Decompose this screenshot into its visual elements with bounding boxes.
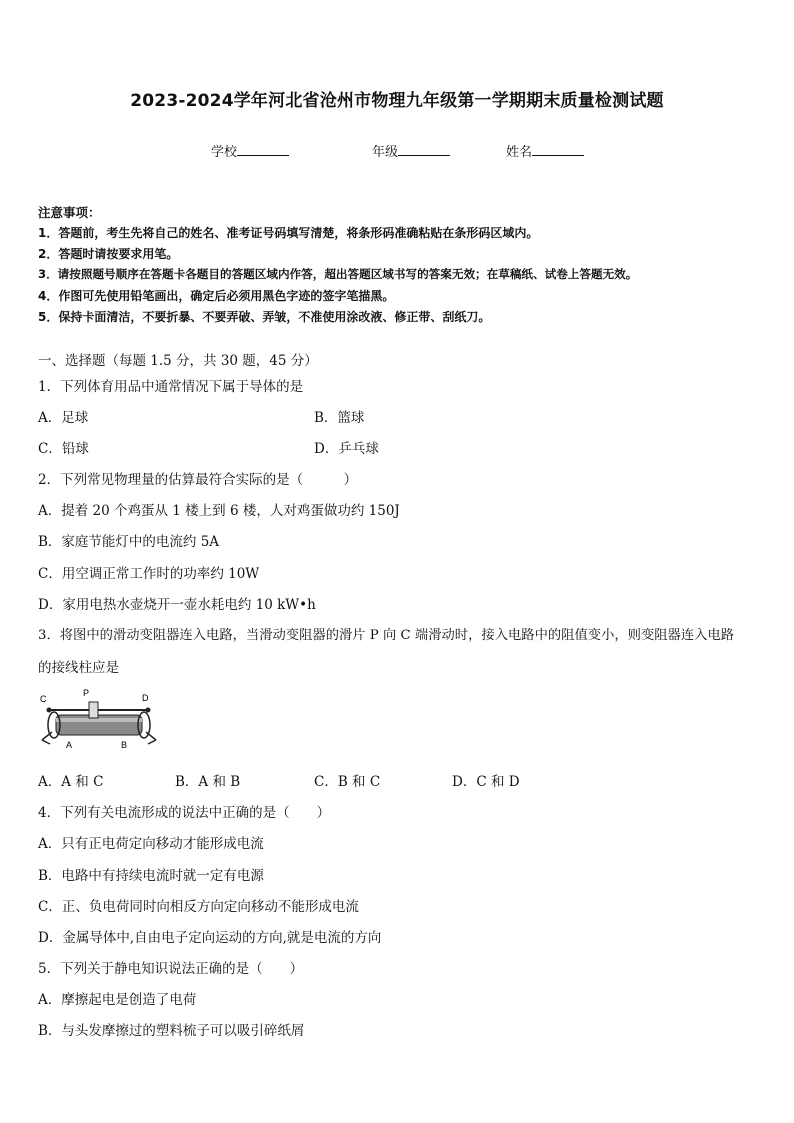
page-title: 2023-2024学年河北省沧州市物理九年级第一学期期末质量检测试题 [130,91,664,111]
q4-option-a: A．只有正电荷定向移动才能形成电流 [38,836,264,852]
name-field[interactable] [506,141,584,160]
question-3-stem: 3．将图中的滑动变阻器连入电路，当滑动变阻器的滑片 P 向 C 端滑动时，接入电路中的阻值变小，则变阻器连入电路 [38,628,735,643]
notice-item: 3．请按照题号顺序在答题卡各题目的答题区域内作答，超出答题区域书写的答案无效；在草稿纸、试卷上答题无效。 [38,267,638,281]
terminal-d-post [146,708,151,713]
q1-option-d: D．乒乓球 [314,441,379,457]
left-stand [42,732,52,744]
question-1-stem: 1．下列体育用品中通常情况下属于导体的是 [38,379,304,395]
q3-option-d: D．C 和 D [452,774,520,790]
grade-label: 年级 [372,145,399,160]
q3-option-c: C．B 和 C [314,774,381,790]
terminal-a-label: A [66,740,73,750]
q4-option-b: B．电路中有持续电流时就一定有电源 [38,868,264,884]
q4-option-c: C．正、负电荷同时向相反方向定向移动不能形成电流 [38,899,359,915]
q4-option-d: D．金属导体中,自由电子定向运动的方向,就是电流的方向 [38,930,382,946]
question-4-stem: 4．下列有关电流形成的说法中正确的是（ ） [38,805,331,821]
slider-p [89,702,98,718]
q2-option-d: D．家用电热水壶烧开一壶水耗电约 10 kW•h [38,597,316,613]
q3-option-a: A．A 和 C [38,774,104,790]
name-label: 姓名 [506,145,533,160]
notice-item: 2．答题时请按要求用笔。 [38,247,179,261]
notice-item: 5．保持卡面清洁，不要折暴、不要弄破、弄皱，不准使用涂改液、修正带、刮纸刀。 [38,310,491,324]
coil-highlight [56,718,142,722]
q2-option-b: B．家庭节能灯中的电流约 5A [38,534,220,550]
school-label: 学校 [211,145,238,160]
question-5-stem: 5．下列关于静电知识说法正确的是（ ） [38,961,304,977]
q1-option-a: A．足球 [38,410,89,426]
terminal-d-label: D [142,693,149,703]
question-2-stem: 2．下列常见物理量的估算最符合实际的是（ ） [38,472,358,488]
notice-item: 1．答题前，考生先将自己的姓名、准考证号码填写清楚，将条形码准确粘贴在条形码区域内。 [38,226,539,240]
q5-option-a: A．摩擦起电是创造了电荷 [38,992,197,1008]
terminal-c-label: C [40,694,47,704]
q3-option-b: B．A 和 B [175,774,241,790]
slider-p-label: P [83,688,90,698]
q5-option-b: B．与头发摩擦过的塑料梳子可以吸引碎纸屑 [38,1023,305,1039]
q1-option-b: B．篮球 [314,410,365,426]
question-3-stem-cont: 的接线柱应是 [38,660,119,676]
right-stand [146,732,156,744]
q2-option-a: A．提着 20 个鸡蛋从 1 楼上到 6 楼，人对鸡蛋做功约 150J [38,503,400,519]
section-heading: 一、选择题（每题 1.5 分，共 30 题，45 分） [38,353,318,369]
terminal-c-post [47,708,52,713]
q1-option-c: C．铅球 [38,441,89,457]
notice-heading: 注意事项： [38,205,101,220]
q2-option-c: C．用空调正常工作时的功率约 10W [38,566,260,582]
notice-item: 4．作图可先使用铅笔画出，确定后必须用黑色字迹的签字笔描黑。 [38,289,395,303]
terminal-b-label: B [121,740,128,750]
grade-field[interactable] [372,141,450,160]
school-field[interactable] [211,141,289,160]
rheostat-figure [38,688,158,750]
